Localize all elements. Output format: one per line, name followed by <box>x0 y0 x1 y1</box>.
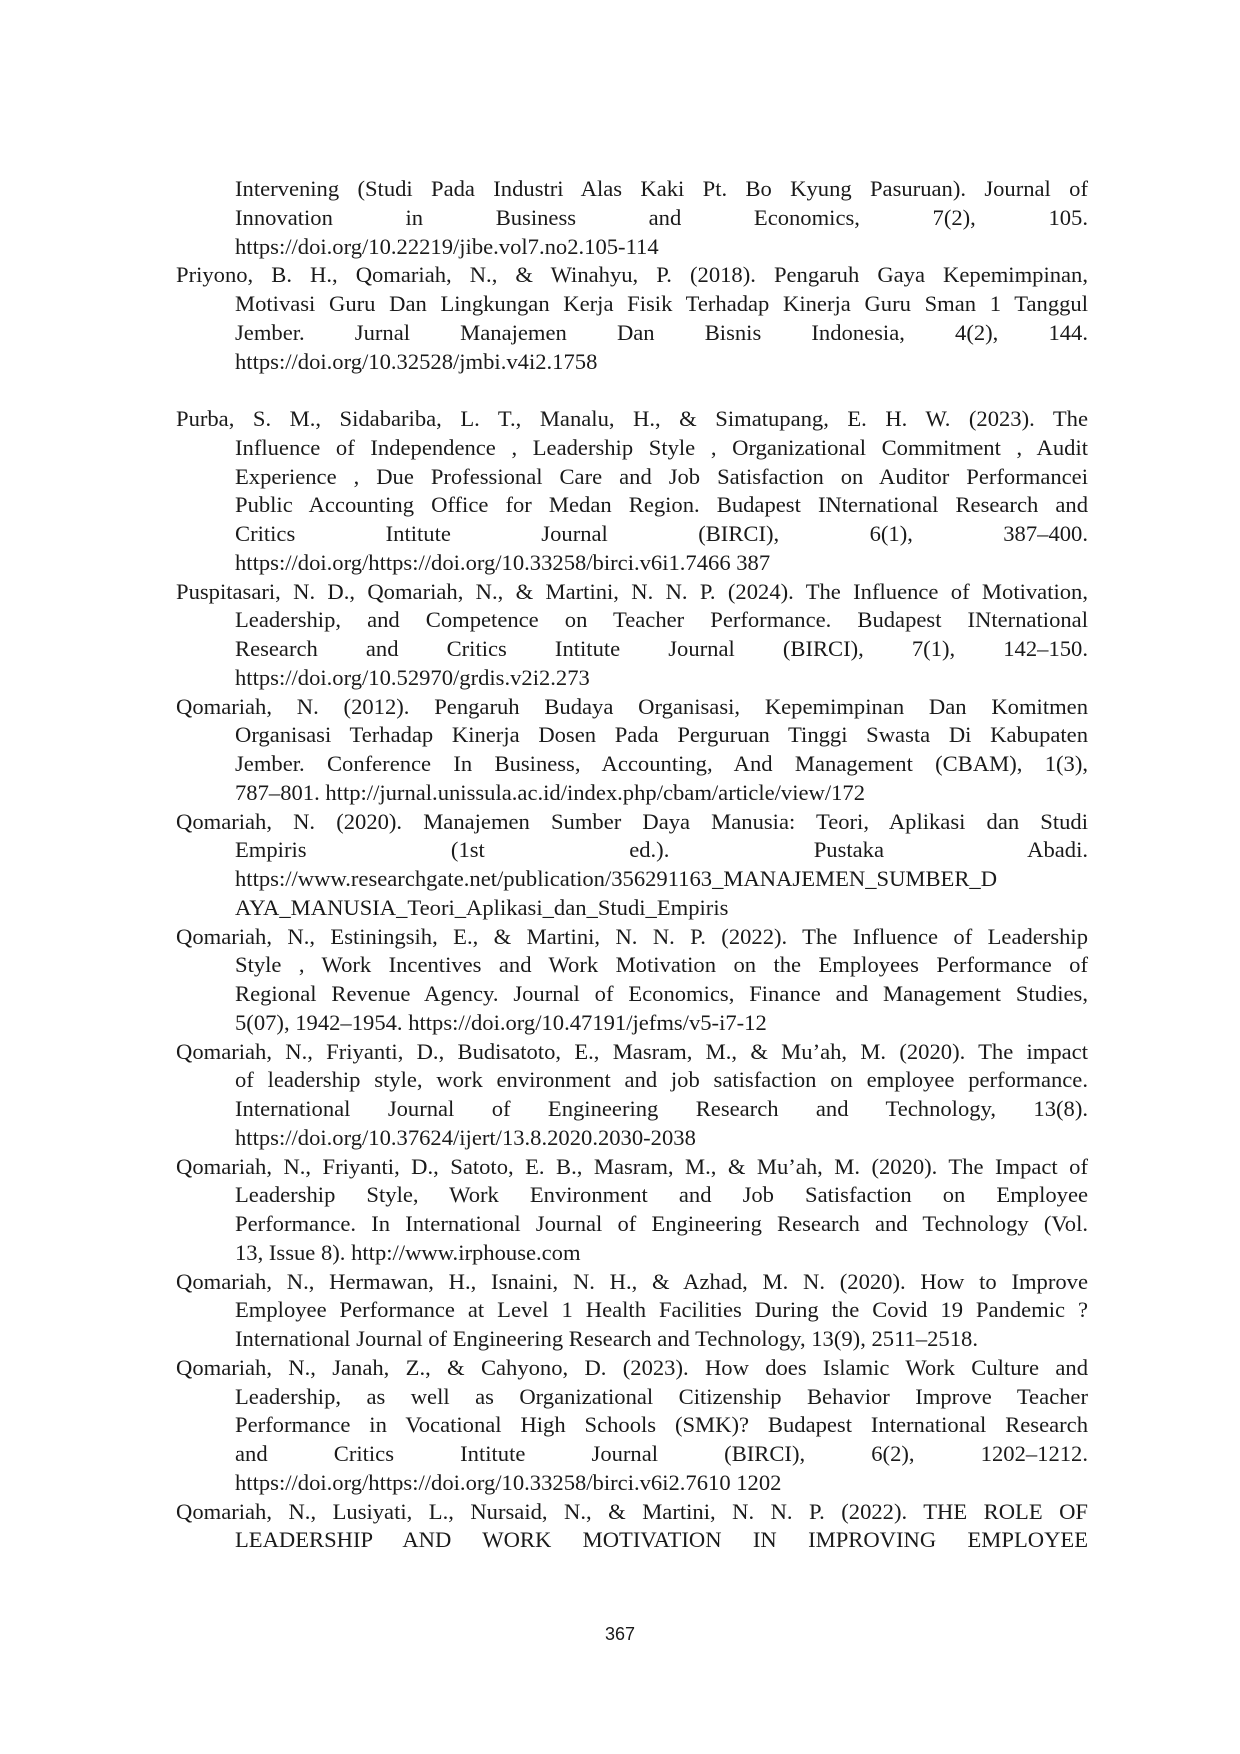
reference-entry <box>176 261 1088 376</box>
reference-line: of leadership style, work environment and job satisfaction on employee performance. <box>235 1067 1088 1093</box>
reference-line: https://doi.org/10.22219/jibe.vol7.no2.105-114 <box>235 233 659 259</box>
reference-entry <box>176 1268 1088 1354</box>
reference-list <box>176 175 1088 1555</box>
reference-entry <box>176 923 1088 1038</box>
reference-entry <box>176 405 1088 578</box>
reference-line: International Journal of Engineering Research and Technology, 13(9), 2511–2518. <box>235 1326 978 1351</box>
reference-entry <box>176 1153 1088 1268</box>
reference-line: LEADERSHIP AND WORK MOTIVATION IN IMPROVING EMPLOYEE <box>235 1527 1088 1553</box>
reference-line: Qomariah, N., Friyanti, D., Budisatoto, E., Masram, M., & Mu’ah, M. (2020). The impact <box>176 1038 1088 1064</box>
reference-line: Leadership, and Competence on Teacher Performance. Budapest INternational <box>235 607 1088 633</box>
reference-line: Performance. In International Journal of Engineering Research and Technology (Vol. <box>235 1211 1088 1236</box>
reference-line: Performance in Vocational High Schools (SMK)? Budapest International Research <box>235 1412 1088 1438</box>
reference-line: https://doi.org/10.32528/jmbi.v4i2.1758 <box>235 348 598 374</box>
reference-line: Qomariah, N. (2012). Pengaruh Budaya Organisasi, Kepemimpinan Dan Komitmen <box>176 693 1088 719</box>
reference-line: Purba, S. M., Sidabariba, L. T., Manalu, H., & Simatupang, E. H. W. (2023). The <box>176 406 1088 431</box>
reference-spacer <box>176 376 1088 405</box>
reference-line: https://doi.org/10.37624/ijert/13.8.2020.2030-2038 <box>235 1124 696 1150</box>
reference-line: https://www.researchgate.net/publication/356291163_MANAJEMEN_SUMBER_D <box>235 866 998 891</box>
reference-line: Qomariah, N., Estiningsih, E., & Martini, N. N. P. (2022). The Influence of Leadership <box>176 923 1088 949</box>
reference-line: Style , Work Incentives and Work Motivation on the Employees Performance of <box>235 952 1088 978</box>
reference-line: Influence of Independence , Leadership Style , Organizational Commitment , Audit <box>235 434 1088 460</box>
reference-line: AYA_MANUSIA_Teori_Aplikasi_dan_Studi_Empiris <box>235 894 729 920</box>
reference-entry <box>176 1354 1088 1498</box>
reference-entry <box>176 175 1088 261</box>
page-number: 367 <box>604 1624 636 1644</box>
reference-line: Intervening (Studi Pada Industri Alas Kaki Pt. Bo Kyung Pasuruan). Journal of <box>235 176 1088 201</box>
reference-line: Experience , Due Professional Care and Job Satisfaction on Auditor Performancei <box>235 463 1088 489</box>
reference-line: 5(07), 1942–1954. https://doi.org/10.47191/jefms/v5-i7-12 <box>235 1009 767 1035</box>
reference-entry <box>176 1038 1088 1153</box>
reference-line: Motivasi Guru Dan Lingkungan Kerja Fisik Terhadap Kinerja Guru Sman 1 Tanggul <box>235 291 1088 316</box>
reference-line: 13, Issue 8). http://www.irphouse.com <box>235 1239 581 1265</box>
reference-entry <box>176 808 1088 923</box>
reference-line: Qomariah, N., Hermawan, H., Isnaini, N. H., & Azhad, M. N. (2020). How to Improve <box>176 1268 1088 1294</box>
reference-line: Qomariah, N. (2020). Manajemen Sumber Daya Manusia: Teori, Aplikasi dan Studi <box>176 808 1088 834</box>
reference-line: 787–801. http://jurnal.unissula.ac.id/index.php/cbam/article/view/172 <box>235 779 865 805</box>
reference-line: Innovation in Business and Economics, 7(2), 105. <box>235 204 1088 230</box>
reference-line: Jember. Jurnal Manajemen Dan Bisnis Indonesia, 4(2), 144. <box>235 319 1088 345</box>
reference-line: Public Accounting Office for Medan Region. Budapest INternational Research and <box>235 492 1088 518</box>
reference-entry <box>176 578 1088 693</box>
reference-line: Puspitasari, N. D., Qomariah, N., & Martini, N. N. P. (2024). The Influence of Motivation, <box>176 578 1088 604</box>
reference-entry <box>176 1498 1088 1556</box>
reference-line: Empiris (1st ed.). Pustaka Abadi. <box>235 837 1088 863</box>
reference-line: Regional Revenue Agency. Journal of Economics, Finance and Management Studies, <box>235 981 1088 1006</box>
reference-line: and Critics Intitute Journal (BIRCI), 6(2), 1202–1212. <box>235 1441 1088 1466</box>
reference-line: Qomariah, N., Friyanti, D., Satoto, E. B., Masram, M., & Mu’ah, M. (2020). The Impact of <box>176 1153 1088 1179</box>
reference-line: https://doi.org/https://doi.org/10.33258/birci.v6i2.7610 1202 <box>235 1469 782 1495</box>
reference-line: Employee Performance at Level 1 Health Facilities During the Covid 19 Pandemic ? <box>235 1297 1088 1323</box>
reference-line: Qomariah, N., Lusiyati, L., Nursaid, N., & Martini, N. N. P. (2022). THE ROLE OF <box>176 1498 1088 1524</box>
reference-line: https://doi.org/10.52970/grdis.v2i2.273 <box>235 664 590 690</box>
reference-line: Priyono, B. H., Qomariah, N., & Winahyu, P. (2018). Pengaruh Gaya Kepemimpinan, <box>176 262 1088 288</box>
reference-line: Jember. Conference In Business, Accounting, And Management (CBAM), 1(3), <box>235 751 1088 776</box>
reference-line: Organisasi Terhadap Kinerja Dosen Pada Perguruan Tinggi Swasta Di Kabupaten <box>235 722 1088 748</box>
reference-entry <box>176 693 1088 808</box>
reference-line: https://doi.org/https://doi.org/10.33258/birci.v6i1.7466 387 <box>235 549 771 575</box>
reference-line: Qomariah, N., Janah, Z., & Cahyono, D. (2023). How does Islamic Work Culture and <box>176 1354 1088 1380</box>
reference-line: Leadership Style, Work Environment and Job Satisfaction on Employee <box>235 1182 1088 1208</box>
reference-line: Research and Critics Intitute Journal (BIRCI), 7(1), 142–150. <box>235 636 1088 661</box>
reference-line: International Journal of Engineering Research and Technology, 13(8). <box>235 1096 1088 1121</box>
reference-line: Leadership, as well as Organizational Citizenship Behavior Improve Teacher <box>235 1383 1088 1409</box>
reference-line: Critics Intitute Journal (BIRCI), 6(1), 387–400. <box>235 521 1088 546</box>
